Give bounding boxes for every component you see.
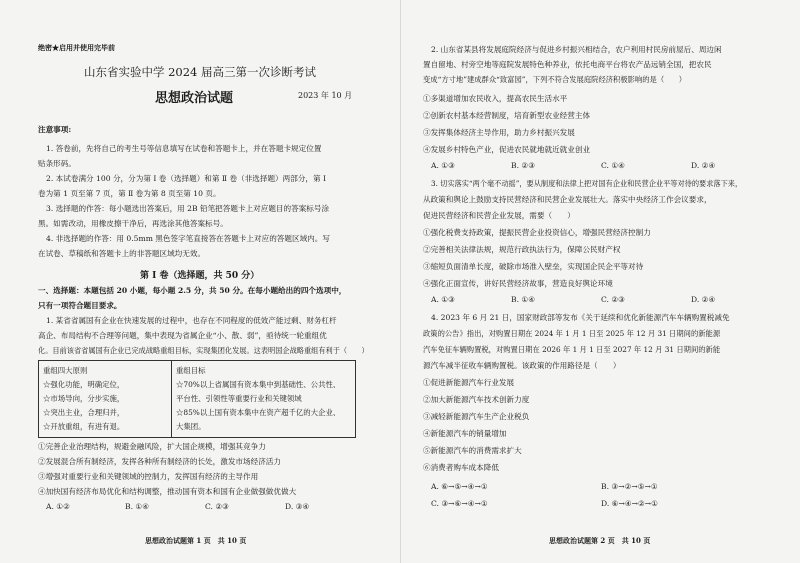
q1-option-2: ②发展混合所有制经济，发挥各种所有制经济的长处，激发市场经济活力	[38, 457, 281, 466]
exam-title: 山东省实验中学 2024 届高三第一次诊断考试	[83, 65, 317, 79]
question-2-line-1: 2. 山东省某县将发展庭院经济与促进乡村振兴相结合，农户利用村民房前屋后、周边闲	[431, 45, 722, 54]
q4-option-5: ⑤新能源汽车的消费需求扩大	[423, 446, 522, 455]
question-4-line-4: 源汽车减半征收车辆购置税。该政策的作用路径是（ ）	[423, 361, 621, 370]
question-2-line-3: 变成“方寸地”建成群众“致富园”，下列不符合发展庭院经济积极影响的是（ ）	[423, 75, 687, 84]
goal-item: 平台性、引领性等重要行业和关键领域	[176, 394, 302, 403]
q3-choice-d: D. ②④	[691, 295, 716, 304]
q1-option-1: ①完善企业治理结构，规避金融风险，扩大国企规模，增强其竞争力	[38, 442, 266, 451]
q1-choice-d: D. ③④	[285, 502, 310, 511]
principle-item: ☆市场导向，分步实施，	[43, 394, 125, 403]
principles-heading: 重组四大原则	[43, 366, 88, 375]
q3-option-1: ①强化税费支持政策，提振民营企业投资信心，增强民营经济控制力	[423, 228, 651, 237]
question-1-line-1: 1. 某省省属国有企业在快速发展的过程中，也存在不同程度的低效产能过剩、财务杠杆	[46, 316, 337, 325]
principle-item: ☆开放重组，有进有退。	[43, 422, 125, 431]
exam-date: 2023 年 10 月	[298, 91, 353, 100]
restructuring-table	[38, 360, 356, 438]
section-title: 第 Ⅰ 卷（选择题，共 50 分）	[140, 271, 260, 281]
q4-choice-c: C. ③→⑥→④→①	[431, 499, 488, 508]
q1-choice-b: B. ①④	[125, 502, 150, 511]
subject-title: 思想政治试题	[155, 91, 234, 106]
question-3-line-1: 3. 切实落实“两个毫不动摇”，要从制度和法律上把对国有企业和民营企业平等对待的要求落下来，	[431, 179, 743, 188]
question-1-line-3: 化。目前该省省属国有企业已完成战略重组目标，实现集团化发展。这表明国企战略重组有利于（ ）	[38, 346, 369, 355]
q4-option-1: ①促进新能源汽车行业发展	[423, 378, 515, 387]
question-1-line-2: 高企、布局结构不合理等问题，集中表现为省属企业“小、散、弱”，亟待统一轮重组优	[38, 331, 327, 340]
goals-heading: 重组目标	[176, 366, 206, 375]
note-3-line-2: 黑。如需改动，用橡皮擦干净后，再选涂其他答案标号。	[38, 219, 228, 228]
question-4-line-2: 政策的公告》指出，对购置日期在 2024 年 1 月 1 日至 2025 年 12 月 31 日期间的新能源	[423, 329, 721, 338]
q4-option-6: ⑥消费者购车成本降低	[423, 463, 499, 472]
q4-option-4: ④新能源汽车的销量增加	[423, 429, 507, 438]
page-footer: 思想政治试题第 2 页 共 10 页	[549, 536, 651, 545]
principles-cell	[39, 361, 172, 438]
instructions-line-1: 一、选择题：本题包括 20 小题，每小题 2.5 分，共 50 分。在每小题给出的四个选项中，	[38, 286, 347, 295]
q2-choice-a: A. ①③	[431, 161, 455, 170]
confidential-label: 绝密★启用并使用完毕前	[38, 43, 115, 52]
q3-option-4: ④强化正面宣传，讲好民营经济故事，营造良好舆论环境	[423, 279, 613, 288]
goal-item: ☆70%以上省属国有资本集中到基础性、公共性、	[176, 380, 341, 389]
q1-choice-c: C. ②③	[205, 502, 229, 511]
q1-option-3: ③增强对重要行业和关键领域的控制力，发挥国有经济的主导作用	[38, 472, 259, 481]
question-4-line-3: 汽车免征车辆购置税，对购置日期在 2026 年 1 月 1 日至 2027 年 12 月 31 日期间的新能	[423, 345, 721, 354]
note-2-line-1: 2. 本试卷满分 100 分，分为第 Ⅰ 卷（选择题）和第 Ⅱ 卷（非选择题）两部分，第 Ⅰ	[46, 174, 327, 183]
q2-option-4: ④发展乡村特色产业，促进农民就地就近就业创业	[423, 145, 591, 154]
q2-choice-d: D. ②④	[691, 161, 716, 170]
q4-choice-a: A. ⑥→⑤→④→①	[431, 482, 488, 491]
exam-page-2	[400, 0, 800, 563]
instructions-line-2: 只有一项符合题目要求。	[38, 301, 122, 310]
q2-option-3: ③发挥集体经济主导作用，助力乡村振兴发展	[423, 128, 575, 137]
note-1-line-1: 1. 答卷前，先将自己的考生号等信息填写在试卷和答题卡上，并在答题卡规定位置	[46, 144, 322, 153]
q2-choice-b: B. ②③	[511, 161, 536, 170]
goal-item: 大集团。	[176, 422, 206, 431]
question-3-line-3: 促进民营经济和民营企业发展，需要（ ）	[423, 211, 575, 220]
q1-option-4: ④加快国有经济布局优化和结构调整，推动国有资本和国有企业做强做优做大	[38, 487, 297, 496]
question-4-line-1: 4. 2023 年 6 月 21 日，国家财政部等发布《关于延续和优化新能源汽车车辆购置税减免	[431, 313, 730, 322]
q2-choice-c: C. ①④	[601, 161, 625, 170]
principle-item: ☆强化功能，明确定位，	[43, 380, 125, 389]
q4-choice-d: D. ⑥→④→②→①	[601, 499, 658, 508]
q4-option-2: ②加大新能源汽车技术创新力度	[423, 395, 530, 404]
q3-option-3: ③缩短负面清单长度，破除市场准入壁垒，实现国企民企平等对待	[423, 262, 644, 271]
note-2-line-2: 卷为第 1 页至第 7 页，第 Ⅱ 卷为第 8 页至第 10 页。	[38, 189, 221, 198]
question-2-line-2: 置自留地、村旁空地等庭院发展特色种养业，依托电商平台将农产品远销全国，把农民	[423, 60, 712, 69]
q1-choice-a: A. ①②	[46, 502, 70, 511]
goal-item: ☆85%以上国有资本集中在资产超千亿的大企业、	[176, 408, 341, 417]
question-3-line-2: 从政策和舆论上鼓励支持民营经济和民营企业发展壮大。落实中央经济工作会议要求，	[423, 195, 712, 204]
note-4-line-1: 4. 非选择题的作答：用 0.5mm 黑色签字笔直接答在答题卡上对应的答题区域内。写	[46, 234, 330, 243]
q2-option-1: ①多渠道增加农民收入，提高农民生活水平	[423, 94, 568, 103]
notes-heading: 注意事项:	[38, 125, 72, 134]
q3-choice-a: A. ①③	[431, 295, 455, 304]
note-1-line-2: 贴条形码。	[38, 159, 76, 168]
q4-choice-b: B. ③→②→⑤→①	[601, 482, 658, 491]
principle-item: ☆突出主业，合理归并，	[43, 408, 125, 417]
q4-option-3: ③减轻新能源汽车生产企业税负	[423, 412, 530, 421]
q3-choice-c: C. ②③	[601, 295, 625, 304]
goals-cell	[172, 361, 356, 438]
note-3-line-1: 3. 选择题的作答：每小题选出答案后，用 2B 铅笔把答题卡上对应题目的答案标号涂	[46, 204, 330, 213]
q2-option-2: ②创新农村基本经营制度，培育新型农业经营主体	[423, 111, 591, 120]
q3-choice-b: B. ①④	[511, 295, 536, 304]
page-footer: 思想政治试题第 1 页 共 10 页	[145, 536, 247, 545]
q3-option-2: ②完善相关法律法规，规范行政执法行为，保障公民财产权	[423, 245, 621, 254]
note-4-line-2: 在试卷、草稿纸和答题卡上的非答题区域均无效。	[38, 249, 206, 258]
